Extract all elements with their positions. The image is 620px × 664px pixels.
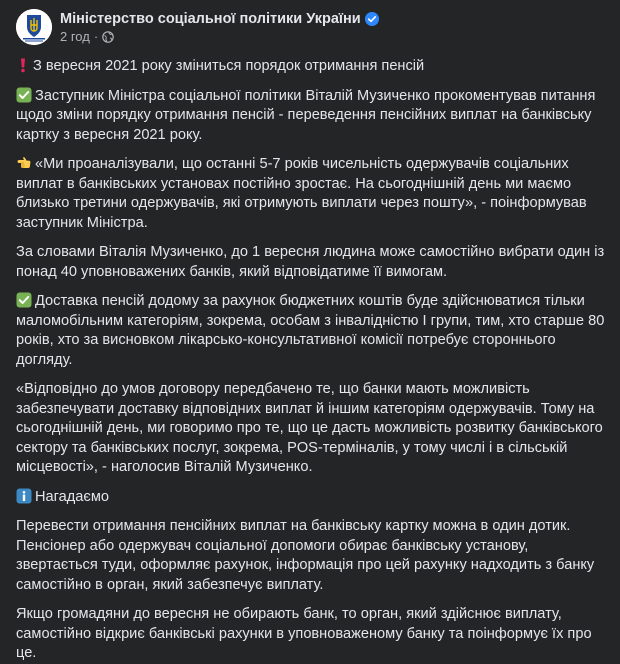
- meta-separator: ·: [93, 28, 99, 44]
- post-meta: [60, 29, 379, 45]
- post-text: Доставка пенсій додому за рахунок бюджетних коштів буде здійснюватися тільки маломобільним категоріям, зокрема, особам з інвалідністю I групи, тим, хто старше 80 років, хто за висновком лікарсько-консультативної комісії потребує стороннього догляду.: [16, 293, 605, 368]
- post-text-reminder: Нагадаємо: [35, 488, 110, 505]
- post-paragraph: [16, 380, 606, 478]
- verified-badge-icon: [365, 12, 379, 26]
- page-name-row: [60, 10, 379, 28]
- info-icon: [16, 488, 32, 504]
- page-avatar[interactable]: [16, 9, 52, 45]
- post-paragraph: [16, 605, 606, 664]
- post-paragraph: [16, 57, 606, 77]
- post-text-quote: «Відповідно до умов договору передбачено те, що банки мають можливість забезпечувати доставку відповідних виплат й іншим категоріям одержувачів. Тому на сьогоднішній день, ми говоримо про те, що це дасть можливість розвитку банківського сектору та банківських послуг, зокрема, POS-терміналів, у тому числі і в сільській місцевості», - наголосив Віталій Музиченко.: [16, 381, 603, 475]
- post-body: [16, 57, 606, 664]
- post-header: [16, 8, 606, 46]
- green-check-icon: [16, 292, 32, 308]
- post-paragraph: [16, 243, 606, 282]
- post-text: Заступник Міністра соціальної політики Віталій Музиченко прокоментував питання щодо зміни порядку отримання пенсій - переведення пенсійних виплат на банківську картку з вересня 2021 року.: [16, 87, 596, 143]
- post-text: За словами Віталія Музиченко, до 1 вересня людина може самостійно вибрати один із понад 40 уповноважених банків, який відповідатиме її вимогам.: [16, 244, 605, 280]
- red-exclamation-icon: [16, 57, 30, 73]
- globe-icon[interactable]: [102, 31, 114, 43]
- post-text: Якщо громадяни до вересня не обирають банк, то орган, який здійснює виплату, самостійно відкриє банківські рахунки в уповноваженому банку та поінформує їх про це.: [16, 606, 592, 661]
- post-paragraph: [16, 292, 606, 370]
- post-header-text: [60, 10, 379, 45]
- green-check-icon: [16, 87, 32, 103]
- post-text-quote: «Ми проаналізували, що останні 5-7 років чисельність одержувачів соціальних виплат в банківських установах постійно зростає. На сьогоднішній день ми маємо близько третини одержувачів, які отримують виплати через пошту», - поінформував заступник Міністра.: [16, 156, 587, 231]
- coat-of-arms-icon: [16, 9, 52, 45]
- page-name[interactable]: Міністерство соціальної політики України: [60, 10, 361, 27]
- pointing-hand-icon: [16, 155, 32, 171]
- post-timestamp[interactable]: 2 год: [60, 28, 90, 44]
- post-paragraph: [16, 488, 606, 508]
- post-paragraph: [16, 155, 606, 233]
- post-paragraph: [16, 87, 606, 146]
- post-paragraph: [16, 517, 606, 595]
- post-text: Перевести отримання пенсійних виплат на банківську картку можна в один дотик. Пенсіонер або одержувач соціальної допомоги обирає банківську установу, звертається туди, оформляє рахунок, інформація про цей рахунку надходить з банку самостійно в орган, який забезпечує виплату.: [16, 518, 595, 593]
- post-text-headline: З вересня 2021 року зміниться порядок отримання пенсій: [33, 58, 425, 74]
